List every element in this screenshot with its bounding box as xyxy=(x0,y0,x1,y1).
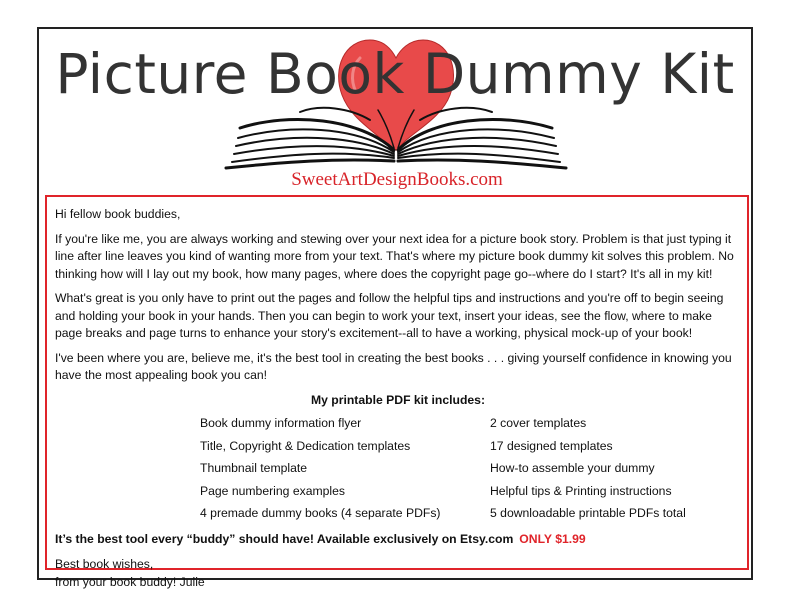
greeting: Hi fellow book buddies, xyxy=(55,207,181,221)
letter-box xyxy=(45,195,749,589)
website-link[interactable]: SweetArtDesignBooks.com xyxy=(291,169,503,190)
list-item: Helpful tips & Printing instructions xyxy=(490,483,672,498)
list-item: 17 designed templates xyxy=(490,438,613,453)
kit-items-list xyxy=(200,415,741,523)
kit-heading: My printable PDF kit includes: xyxy=(310,392,486,407)
signoff-line-1: Best book wishes, xyxy=(55,557,154,571)
page-title: Picture Book Dummy Kit xyxy=(55,42,735,106)
list-item: Title, Copyright & Dedication templates xyxy=(200,438,411,453)
list-item: 5 downloadable printable PDFs total xyxy=(490,506,686,520)
paragraph-benefits: What's great is you only have to print out the pages and follow the helpful tips and instructions and you're off to begin seeing and holding your book in your hands. Then you can begin to work your text, insert your ideas, see the flow, where to make page breaks and page turns to enhance your story's excitement--all to have a working, physical mock-up of your book! xyxy=(55,291,724,340)
signoff xyxy=(55,556,741,591)
list-item: 2 cover templates xyxy=(490,416,587,430)
paragraph-confidence: I've been where you are, believe me, it's the best tool in creating the best books . . . giving yourself confidence in knowing you have the most appealing book you can! xyxy=(55,350,732,382)
tagline xyxy=(55,531,741,549)
signoff-line-2: from your book buddy! Julie xyxy=(55,574,205,589)
paragraph-intro: If you're like me, you are always working and stewing over your next idea for a picture book story. Problem is that just typing it line after line leaves you kind of wanting more from your text. That's where my picture book dummy kit solves this problem. No thinking how will I lay out my book, how many pages, where does the copyright page go--where do I start? It's all in my kit! xyxy=(55,231,734,281)
tagline-text: It’s the best tool every “buddy” should have! Available exclusively on Etsy.com xyxy=(55,531,514,546)
price-label: ONLY $1.99 xyxy=(519,531,586,546)
list-item: How-to assemble your dummy xyxy=(490,461,655,475)
list-item: Page numbering examples xyxy=(200,483,345,498)
list-item: Thumbnail template xyxy=(200,461,308,475)
list-item: Book dummy information flyer xyxy=(200,416,362,430)
list-item: 4 premade dummy books (4 separate PDFs) xyxy=(200,506,441,520)
